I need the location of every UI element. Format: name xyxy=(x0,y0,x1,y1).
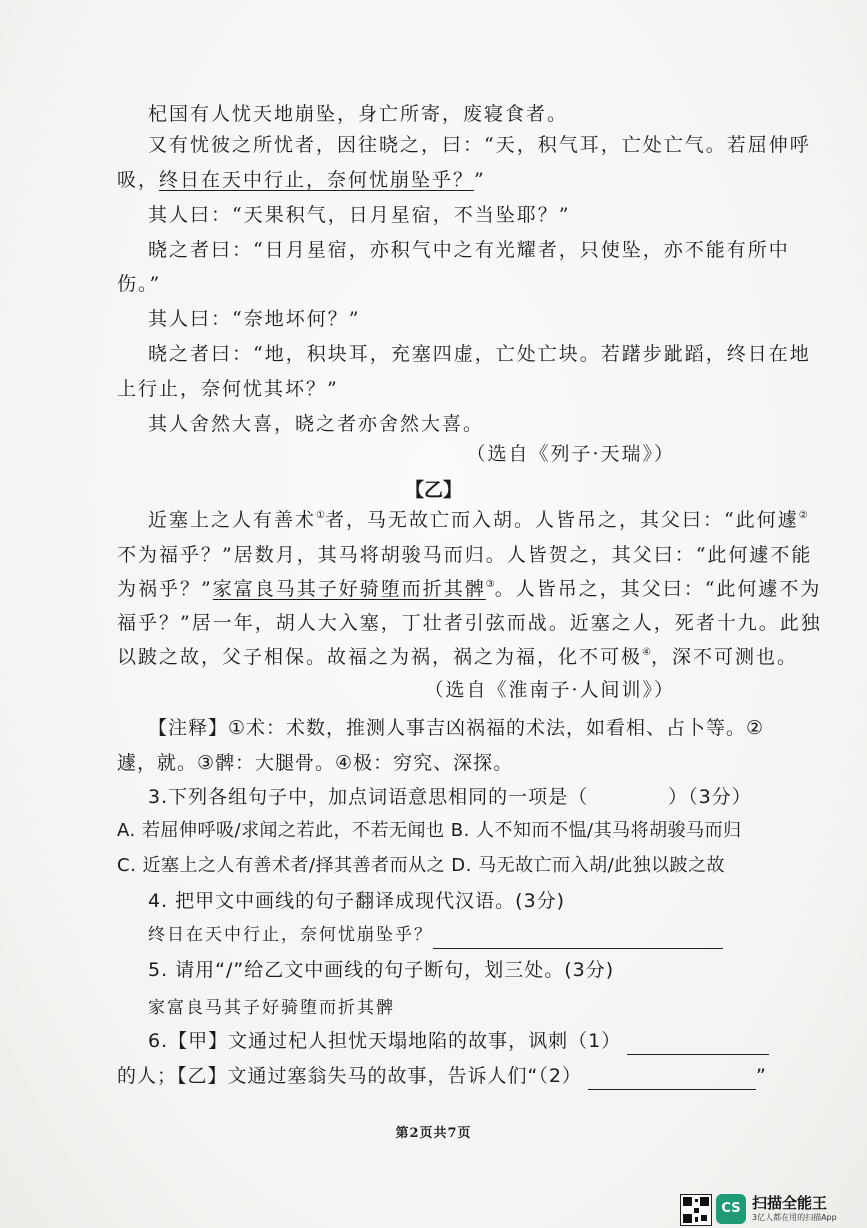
text-span: ” xyxy=(755,1065,767,1087)
question-3: 3.下列各组句子中，加点词语意思相同的一项是（ ）（3分） xyxy=(148,786,752,808)
passage-b-line2: 不为福乎？”居数月，其马将胡骏马而归。人皆贺之，其父曰：“此何遽不能 xyxy=(117,544,813,566)
question-4: 4. 把甲文中画线的句子翻译成现代汉语。(3分) xyxy=(148,890,566,912)
passage-a-p2-line1: 又有忧彼之所忧者，因往晓之，曰：“天，积气耳，亡处亡气。若屈伸呼 xyxy=(148,134,811,156)
question-3-options-ab: A. 若屈伸呼吸/求闻之若此，不若无闻也 B. 人不知而不愠/其马将胡骏马而归 xyxy=(117,820,742,841)
question-5-sentence: 家富良马其子好骑堕而折其髀 xyxy=(148,998,395,1018)
passage-a-p1: 杞国有人忧天地崩坠，身亡所寄，废寝食者。 xyxy=(148,103,569,125)
page-number-footer: 第2页共7页 xyxy=(395,1126,472,1141)
text-span: ，深不可测也。 xyxy=(650,646,798,668)
camscanner-watermark xyxy=(680,1194,845,1228)
notes-line2: 遽，就。③髀：大腿骨。④极：穷究、深探。 xyxy=(117,752,514,774)
question-3-options-cd: C. 近塞上之人有善术者/择其善者而从之 D. 马无故亡而入胡/此独以跛之故 xyxy=(117,855,726,876)
question-6-line1 xyxy=(148,1027,769,1055)
passage-b-line5 xyxy=(117,643,798,671)
answer-blank-q6-1[interactable] xyxy=(627,1032,769,1055)
question-4-sentence xyxy=(148,921,723,949)
text-span: 近塞上之人有善术 xyxy=(148,509,317,531)
text-span: 为祸乎？” xyxy=(117,578,213,600)
passage-a-p3: 其人曰：“天果积气，日月星宿，不当坠耶？” xyxy=(148,204,571,226)
passage-b-line1 xyxy=(148,506,808,534)
text-span: 。人皆吊之，其父曰：“此何遽不为 xyxy=(494,578,822,600)
text-span: 终日在天中行止，奈何忧崩坠乎？ xyxy=(148,925,433,945)
passage-b-line4: 福乎？”居一年，胡人大入塞，丁壮者引弦而战。近塞之人，死者十九。此独 xyxy=(117,612,822,634)
question-5: 5. 请用“/”给乙文中画线的句子断句，划三处。(3分) xyxy=(148,959,615,981)
passage-a-source: （选自《列子·天瑞》） xyxy=(466,443,675,465)
text-span: 的人；【乙】文通过塞翁失马的故事，告诉人们“（2） xyxy=(117,1065,582,1087)
passage-a-p6-line2: 上行止，奈何忧其坏？” xyxy=(117,378,339,400)
passage-a-p5: 其人曰：“奈地坏何？” xyxy=(148,308,361,330)
camscanner-logo-icon: CS xyxy=(716,1194,746,1224)
text-span: 者，马无故亡而入胡。人皆吊之，其父曰：“此何遽 xyxy=(324,509,799,531)
text-span: 吸， xyxy=(117,169,160,191)
app-tagline: 3亿人都在用的扫描App xyxy=(752,1213,837,1222)
underlined-sentence: 终日在天中行止，奈何忧崩坠乎？ xyxy=(159,169,475,191)
passage-a-p4-line2: 伤。” xyxy=(117,273,162,295)
passage-a-p6-line1: 晓之者曰：“地，积块耳，充塞四虚，亡处亡块。若躇步跐蹈，终日在地 xyxy=(148,343,811,365)
footnote-ref: ② xyxy=(798,510,808,521)
underlined-sentence: 家富良马其子好骑堕而折其髀 xyxy=(212,578,486,600)
answer-blank-q6-2[interactable] xyxy=(588,1067,756,1090)
passage-a-p4-line1: 晓之者曰：“日月星宿，亦积气中之有光耀者，只使坠，亦不能有所中 xyxy=(148,239,790,261)
passage-a-p7: 其人舍然大喜，晓之者亦舍然大喜。 xyxy=(148,413,485,435)
footnote-ref: ④ xyxy=(642,647,651,658)
footnote-ref: ③ xyxy=(485,579,495,590)
app-name: 扫描全能王 xyxy=(752,1194,828,1212)
footnote-ref: ① xyxy=(316,510,325,521)
passage-b-source: （选自《淮南子·人间训》） xyxy=(424,679,675,701)
text-span: ” xyxy=(474,169,486,191)
answer-blank-q4[interactable] xyxy=(433,926,723,949)
qr-code-icon xyxy=(680,1194,712,1226)
notes-line1: 【注释】①术：术数，推测人事吉凶祸福的术法，如看相、占卜等。② xyxy=(148,717,765,739)
passage-b-line3 xyxy=(117,575,821,603)
passage-b-heading: 【乙】 xyxy=(404,479,462,501)
passage-a-p2-line2 xyxy=(117,166,486,194)
text-span: 6.【甲】文通过杞人担忧天塌地陷的故事，讽刺（1） xyxy=(148,1030,622,1052)
question-6-line2 xyxy=(117,1062,767,1090)
text-span: 以跛之故，父子相保。故福之为祸，祸之为福，化不可极 xyxy=(117,646,643,668)
